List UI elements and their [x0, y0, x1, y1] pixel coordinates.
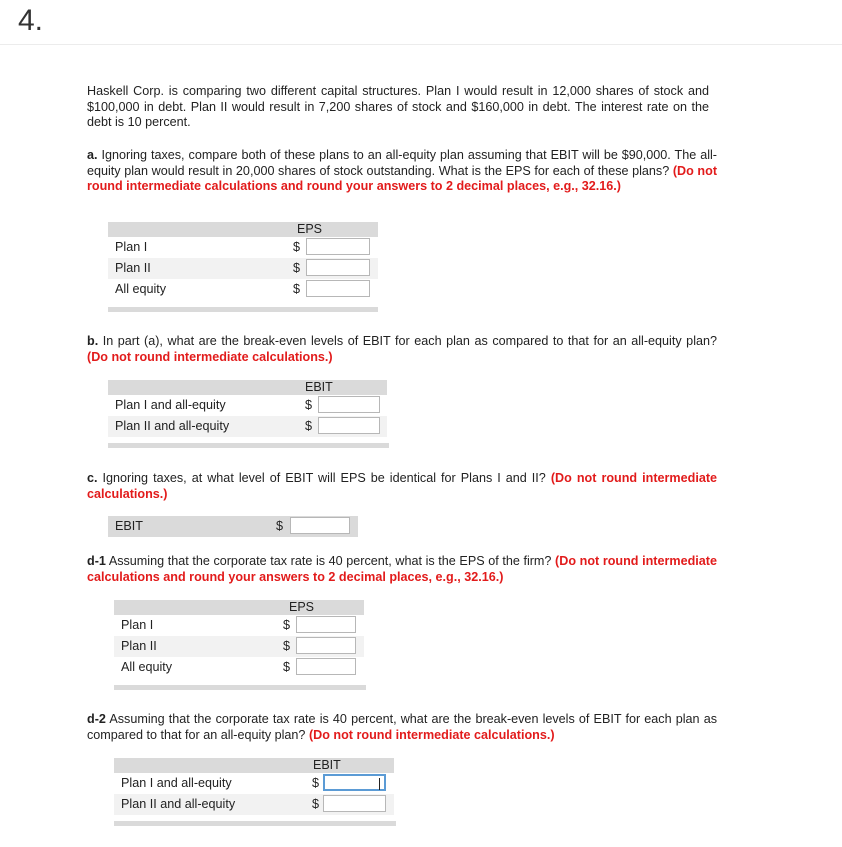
part-a-row-label: Plan II	[115, 261, 151, 275]
part-d2-header-ebit: EBIT	[313, 758, 341, 772]
currency-symbol: $	[305, 398, 313, 412]
currency-symbol: $	[312, 776, 320, 790]
part-c-row-ebit	[108, 516, 358, 537]
part-c-ebit-input[interactable]	[290, 517, 350, 534]
part-a-table	[108, 222, 378, 312]
part-b-row-plan-1	[108, 395, 387, 416]
part-d1-table	[114, 600, 366, 690]
part-b-table-header	[108, 380, 387, 395]
part-a-row-label: Plan I	[115, 240, 148, 254]
part-a-prompt	[87, 148, 717, 195]
part-c-table	[108, 516, 358, 538]
part-c-label: c.	[87, 471, 98, 485]
part-b-plan-1-ebit-input[interactable]	[318, 396, 380, 413]
part-a-row-plan-2	[108, 258, 378, 279]
currency-symbol: $	[283, 618, 291, 632]
part-d1-label: d-1	[87, 554, 106, 568]
part-a-header-eps: EPS	[297, 222, 323, 236]
part-b-row-label: Plan II and all-equity	[115, 419, 230, 433]
part-b-note: (Do not round intermediate calculations.)	[87, 349, 333, 364]
part-d2-label: d-2	[87, 712, 106, 726]
part-d1-prompt	[87, 554, 717, 585]
part-d1-row-label: Plan II	[121, 639, 157, 653]
currency-symbol: $	[293, 240, 301, 254]
part-d1-row-all-equity	[114, 657, 364, 678]
part-d1-row-plan-1	[114, 615, 364, 636]
part-d2-note: (Do not round intermediate calculations.)	[308, 727, 555, 742]
divider	[0, 44, 842, 45]
part-a-all-equity-eps-input[interactable]	[306, 280, 370, 297]
currency-symbol: $	[283, 660, 291, 674]
text-cursor	[379, 778, 380, 790]
part-a-table-header	[108, 222, 378, 237]
part-b-row-label: Plan I and all-equity	[115, 398, 226, 412]
part-b-table	[108, 380, 389, 450]
part-d1-note: (Do not round intermediate calculations and round your answers to 2 decimal places, e.g., 32.16.)	[87, 554, 717, 584]
part-c-prompt	[87, 471, 717, 502]
currency-symbol: $	[293, 282, 301, 296]
part-d1-row-label: Plan I	[121, 618, 154, 632]
part-b-text: In part (a), what are the break-even levels of EBIT for each plan as compared to that for an all-equity plan?	[102, 334, 717, 348]
part-a-plan-2-eps-input[interactable]	[306, 259, 370, 276]
table-footer-bar	[108, 443, 389, 448]
table-footer-bar	[108, 307, 378, 312]
part-a-note: (Do not round intermediate calculations and round your answers to 2 decimal places, e.g., 32.16.)	[87, 163, 718, 193]
currency-symbol: $	[305, 419, 313, 433]
part-c-text: Ignoring taxes, at what level of EBIT will EPS be identical for Plans I and II?	[102, 471, 546, 485]
part-d1-plan-1-eps-input[interactable]	[296, 616, 356, 633]
part-d2-row-label: Plan I and all-equity	[121, 776, 232, 790]
table-footer-bar	[114, 821, 396, 826]
part-d2-row-plan-2	[114, 794, 394, 815]
part-d2-text: Assuming that the corporate tax rate is 40 percent, what are the break-even levels of EBIT for each plan as compared to that for an all-equity plan?	[87, 712, 717, 742]
part-d2-table	[114, 758, 396, 828]
part-d2-row-plan-1	[114, 773, 394, 794]
currency-symbol: $	[283, 639, 291, 653]
part-d2-table-header	[114, 758, 394, 773]
part-c-note: (Do not round intermediate calculations.)	[87, 471, 718, 501]
part-a-row-plan-1	[108, 237, 378, 258]
part-a-row-label: All equity	[115, 282, 167, 296]
part-d2-row-label: Plan II and all-equity	[121, 797, 236, 811]
part-d1-row-label: All equity	[121, 660, 173, 674]
part-d1-row-plan-2	[114, 636, 364, 657]
part-d1-all-equity-eps-input[interactable]	[296, 658, 356, 675]
part-b-header-ebit: EBIT	[305, 380, 333, 394]
table-footer-bar	[114, 685, 366, 690]
part-a-label: a.	[87, 148, 98, 162]
part-a-plan-1-eps-input[interactable]	[306, 238, 370, 255]
currency-symbol: $	[276, 519, 284, 533]
currency-symbol: $	[293, 261, 301, 275]
part-b-plan-2-ebit-input[interactable]	[318, 417, 380, 434]
question-number: 4.	[18, 4, 44, 37]
part-d1-text: Assuming that the corporate tax rate is 40 percent, what is the EPS of the firm?	[108, 554, 552, 568]
part-c-row-label: EBIT	[115, 519, 143, 533]
part-d2-plan-2-ebit-input[interactable]	[323, 795, 386, 812]
part-a-row-all-equity	[108, 279, 378, 300]
part-b-prompt	[87, 334, 717, 365]
currency-symbol: $	[312, 797, 320, 811]
part-d1-plan-2-eps-input[interactable]	[296, 637, 356, 654]
part-b-label: b.	[87, 334, 99, 348]
part-d2-plan-1-ebit-input[interactable]	[323, 774, 386, 791]
part-b-row-plan-2	[108, 416, 387, 437]
part-d2-prompt	[87, 712, 717, 743]
part-d1-table-header	[114, 600, 364, 615]
problem-intro: Haskell Corp. is comparing two different capital structures. Plan I would result in 12,000 shares of stock and $100,000 in debt. Plan II would result in 7,200 shares of stock and $160,000 in debt. The interest rate on the debt is 10 percent.	[87, 84, 709, 129]
part-d1-header-eps: EPS	[289, 600, 315, 614]
part-a-text: Ignoring taxes, compare both of these plans to an all-equity plan assuming that EBIT will be $90,000. The all-equity plan would result in 20,000 shares of stock outstanding. What is the EPS for each of these plans?	[87, 148, 717, 178]
